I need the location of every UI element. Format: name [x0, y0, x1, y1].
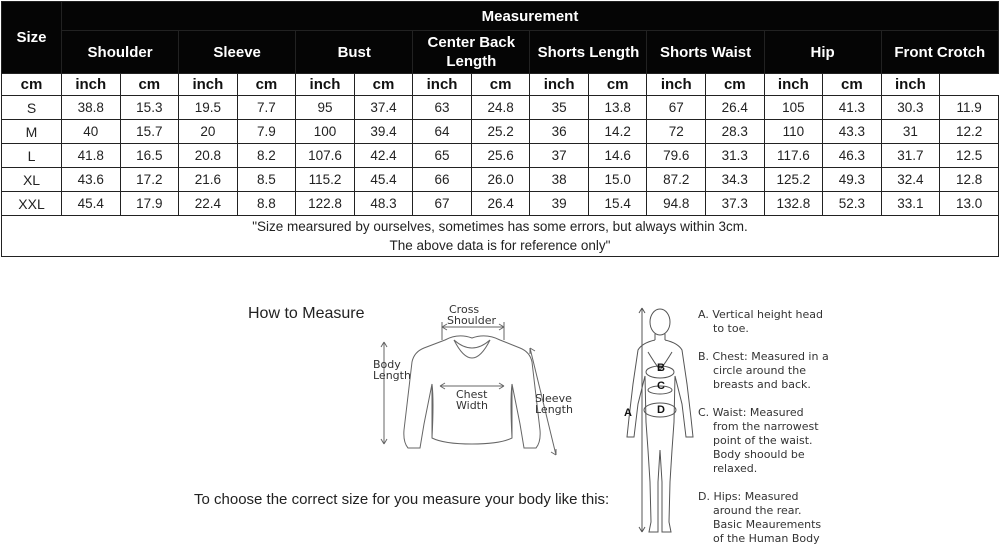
body-label-1: Body: [373, 358, 401, 371]
legend-item: [698, 406, 829, 476]
table-cell: 8.5: [237, 168, 296, 192]
table-cell: 43.3: [823, 120, 882, 144]
table-cell: 132.8: [764, 192, 823, 216]
unit-header: cm: [706, 74, 765, 96]
legend-item-detail: from the narrowest point of the waist. Body shoould be relaxed.: [713, 420, 819, 475]
legend-item-detail: to toe.: [713, 322, 749, 335]
table-cell: 49.3: [823, 168, 882, 192]
table-cell: 15.4: [588, 192, 647, 216]
table-cell: 45.4: [354, 168, 413, 192]
table-cell: 25.6: [471, 144, 530, 168]
table-cell: 13.8: [588, 96, 647, 120]
table-row: [2, 168, 999, 192]
size-cell: S: [2, 96, 62, 120]
table-cell: 94.8: [647, 192, 706, 216]
table-note: [2, 216, 999, 257]
size-chart-table: [1, 1, 999, 257]
unit-header: cm: [354, 74, 413, 96]
table-cell: 17.2: [120, 168, 179, 192]
table-note-line-2: The above data is for reference only": [389, 238, 611, 253]
column-header-5: Shorts Waist: [647, 31, 764, 74]
unit-header: cm: [2, 74, 62, 96]
table-cell: 42.4: [354, 144, 413, 168]
size-cell: XXL: [2, 192, 62, 216]
unit-header: inch: [296, 74, 355, 96]
table-cell: 38: [530, 168, 589, 192]
table-cell: 12.2: [940, 120, 999, 144]
size-header-cell: Size: [2, 2, 62, 74]
body-length-label-2: Length: [373, 369, 411, 382]
legend-item-lead: A. Vertical height head: [698, 308, 824, 321]
table-cell: 8.8: [237, 192, 296, 216]
table-cell: 12.5: [940, 144, 999, 168]
table-cell: 24.8: [471, 96, 530, 120]
table-cell: 31.7: [881, 144, 940, 168]
sleeve-length-label-2: Length: [535, 403, 573, 416]
table-cell: 32.4: [881, 168, 940, 192]
column-header-6: Hip: [764, 31, 881, 74]
table-cell: 117.6: [764, 144, 823, 168]
column-header-4: Shorts Length: [530, 31, 647, 74]
table-cell: 105: [764, 96, 823, 120]
marker-b: B: [657, 362, 665, 374]
legend-item-lead: D. Hips: Measured: [698, 490, 799, 503]
table-cell: 14.2: [588, 120, 647, 144]
cross-label-1: Cross: [449, 303, 480, 316]
table-row: [2, 192, 999, 216]
how-to-measure-title: How to Measure: [248, 305, 365, 322]
table-cell: 48.3: [354, 192, 413, 216]
table-cell: 20: [179, 120, 238, 144]
table-cell: 7.9: [237, 120, 296, 144]
table-cell: 30.3: [881, 96, 940, 120]
table-cell: 31: [881, 120, 940, 144]
table-note-line-1: "Size mearsured by ourselves, sometimes has some errors, but always within 3cm.: [252, 219, 748, 234]
table-cell: 8.2: [237, 144, 296, 168]
table-cell: 33.1: [881, 192, 940, 216]
table-cell: 125.2: [764, 168, 823, 192]
size-cell: M: [2, 120, 62, 144]
marker-c: C: [657, 380, 665, 392]
table-cell: 14.6: [588, 144, 647, 168]
table-row: [2, 144, 999, 168]
table-cell: 115.2: [296, 168, 355, 192]
table-cell: 95: [296, 96, 355, 120]
table-cell: 38.8: [62, 96, 121, 120]
marker-a: A: [624, 407, 632, 419]
table-cell: 20.8: [179, 144, 238, 168]
legend-item: [698, 490, 829, 546]
unit-header: inch: [62, 74, 121, 96]
column-header-2: Bust: [296, 31, 413, 74]
table-cell: 100: [296, 120, 355, 144]
table-cell: 87.2: [647, 168, 706, 192]
table-cell: 63: [413, 96, 472, 120]
table-cell: 37.3: [706, 192, 765, 216]
chest-label-1: Chest: [456, 388, 488, 401]
table-cell: 66: [413, 168, 472, 192]
unit-header: inch: [413, 74, 472, 96]
legend-item-detail: around the rear. Basic Meaurements of the Human Body: [713, 504, 822, 545]
table-cell: 22.4: [179, 192, 238, 216]
table-cell: 107.6: [296, 144, 355, 168]
table-cell: 45.4: [62, 192, 121, 216]
table-cell: 65: [413, 144, 472, 168]
table-cell: 35: [530, 96, 589, 120]
measurement-instruction: To choose the correct size for you measure your body like this:: [194, 491, 610, 508]
table-cell: 16.5: [120, 144, 179, 168]
table-cell: 37: [530, 144, 589, 168]
unit-header: inch: [179, 74, 238, 96]
body-figure-diagram: [618, 300, 698, 542]
table-cell: 41.8: [62, 144, 121, 168]
table-cell: 67: [647, 96, 706, 120]
measurement-legend: [698, 308, 829, 560]
table-cell: 52.3: [823, 192, 882, 216]
table-cell: 40: [62, 120, 121, 144]
size-cell: XL: [2, 168, 62, 192]
table-cell: 15.0: [588, 168, 647, 192]
legend-item: [698, 308, 829, 336]
table-cell: 37.4: [354, 96, 413, 120]
size-cell: L: [2, 144, 62, 168]
legend-item-lead: B. Chest: Measured in a: [698, 350, 829, 363]
table-cell: 67: [413, 192, 472, 216]
table-cell: 28.3: [706, 120, 765, 144]
column-header-1: Sleeve: [179, 31, 296, 74]
table-cell: 17.9: [120, 192, 179, 216]
table-cell: 122.8: [296, 192, 355, 216]
table-cell: 21.6: [179, 168, 238, 192]
table-cell: 19.5: [179, 96, 238, 120]
table-cell: 43.6: [62, 168, 121, 192]
column-header-0: Shoulder: [62, 31, 179, 74]
sleeve-label-1: Sleeve: [535, 392, 572, 405]
table-cell: 36: [530, 120, 589, 144]
table-cell: 26.4: [706, 96, 765, 120]
table-cell: 39: [530, 192, 589, 216]
table-cell: 64: [413, 120, 472, 144]
garment-measure-diagram: [360, 300, 590, 470]
legend-item: [698, 350, 829, 392]
table-cell: 13.0: [940, 192, 999, 216]
table-cell: 7.7: [237, 96, 296, 120]
table-row: [2, 96, 999, 120]
table-row: [2, 120, 999, 144]
measurement-header: Measurement: [62, 2, 999, 31]
chest-width-label-2: Width: [456, 399, 488, 412]
table-cell: 46.3: [823, 144, 882, 168]
unit-header: cm: [120, 74, 179, 96]
table-cell: 31.3: [706, 144, 765, 168]
unit-header: cm: [471, 74, 530, 96]
table-cell: 41.3: [823, 96, 882, 120]
unit-header: inch: [764, 74, 823, 96]
table-cell: 15.7: [120, 120, 179, 144]
unit-header: cm: [823, 74, 882, 96]
column-header-3: Center Back Length: [413, 31, 530, 74]
table-cell: 34.3: [706, 168, 765, 192]
table-cell: 79.6: [647, 144, 706, 168]
unit-header: cm: [237, 74, 296, 96]
legend-item-lead: C. Waist: Measured: [698, 406, 804, 419]
table-cell: 110: [764, 120, 823, 144]
legend-item-detail: circle around the breasts and back.: [713, 364, 811, 391]
shoulder-label-2: Shoulder: [447, 314, 496, 327]
table-cell: 72: [647, 120, 706, 144]
table-cell: 39.4: [354, 120, 413, 144]
table-cell: 25.2: [471, 120, 530, 144]
unit-header: cm: [588, 74, 647, 96]
table-cell: 15.3: [120, 96, 179, 120]
unit-header: inch: [647, 74, 706, 96]
table-cell: 26.0: [471, 168, 530, 192]
table-cell: 12.8: [940, 168, 999, 192]
marker-d: D: [657, 404, 665, 416]
column-header-7: Front Crotch: [881, 31, 998, 74]
unit-header: inch: [530, 74, 589, 96]
table-cell: 11.9: [940, 96, 999, 120]
unit-header: inch: [881, 74, 940, 96]
table-cell: 26.4: [471, 192, 530, 216]
